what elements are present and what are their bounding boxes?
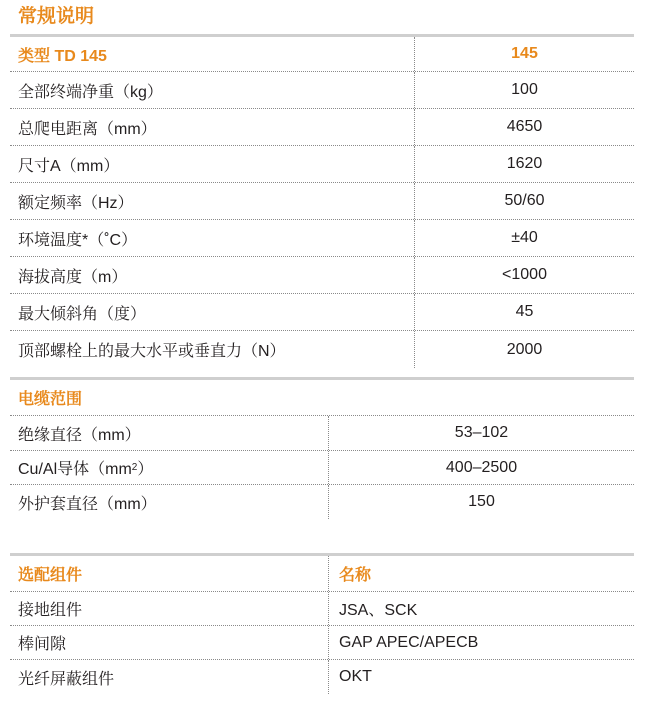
cable-section-title: 电缆范围	[10, 380, 634, 416]
row-label: 绝缘直径（mm）	[18, 426, 141, 444]
row-label: 光纤屏蔽组件	[18, 670, 115, 688]
row-value: ±40	[414, 220, 634, 256]
row-value: 100	[414, 72, 634, 108]
row-label: 棒间隙	[18, 636, 67, 653]
table-row	[10, 485, 634, 519]
cable-table	[10, 377, 634, 519]
table-row	[10, 331, 634, 368]
table-row	[10, 183, 634, 220]
row-value: 50/60	[414, 183, 634, 219]
row-value: 1620	[414, 146, 634, 182]
row-value: 400–2500	[328, 451, 634, 484]
specs-header-value: 145	[414, 37, 634, 71]
row-value: 53–102	[328, 416, 634, 450]
table-row	[10, 72, 634, 109]
row-label-suffix: ）	[137, 461, 154, 478]
row-label-prefix: Cu/Al导体（mm	[18, 461, 132, 478]
row-label: 环境温度*（˚C）	[18, 231, 138, 249]
table-row	[10, 416, 634, 451]
table-row	[10, 257, 634, 294]
table-row	[10, 109, 634, 146]
row-value: 2000	[414, 331, 634, 368]
table-row	[10, 660, 634, 694]
row-value: JSA、SCK	[328, 592, 634, 625]
row-label: 额定频率（Hz）	[18, 194, 134, 212]
specs-header-row	[10, 37, 634, 72]
row-label: 最大倾斜角（度）	[18, 305, 147, 323]
row-value: 45	[414, 294, 634, 330]
row-label: 外护套直径（mm）	[18, 495, 157, 513]
page-title: 常规说明	[18, 6, 95, 27]
options-header-label: 选配组件	[18, 567, 83, 584]
options-header-row	[10, 556, 634, 592]
table-row	[10, 146, 634, 183]
specs-header-label: 类型 TD 145	[18, 47, 107, 65]
row-label: 全部终端净重（kg）	[18, 83, 163, 101]
options-header-value: 名称	[328, 556, 634, 591]
row-value: GAP APEC/APECB	[328, 626, 634, 659]
row-value: OKT	[328, 660, 634, 694]
row-label: 顶部螺栓上的最大水平或垂直力（N）	[18, 343, 286, 360]
options-table	[10, 553, 634, 694]
row-value: 4650	[414, 109, 634, 145]
row-label: 尺寸A（mm）	[18, 157, 120, 175]
table-row	[10, 626, 634, 660]
row-label-sup: 2	[131, 462, 138, 473]
specs-table	[10, 34, 634, 368]
row-value: <1000	[414, 257, 634, 293]
table-row	[10, 592, 634, 626]
row-value: 150	[328, 485, 634, 519]
row-label: 海拔高度（m）	[18, 268, 128, 286]
table-row	[10, 294, 634, 331]
table-row	[10, 451, 634, 485]
row-label: 总爬电距离（mm）	[18, 120, 157, 138]
row-label: 接地组件	[18, 602, 83, 619]
table-row	[10, 220, 634, 257]
row-label	[10, 451, 328, 484]
